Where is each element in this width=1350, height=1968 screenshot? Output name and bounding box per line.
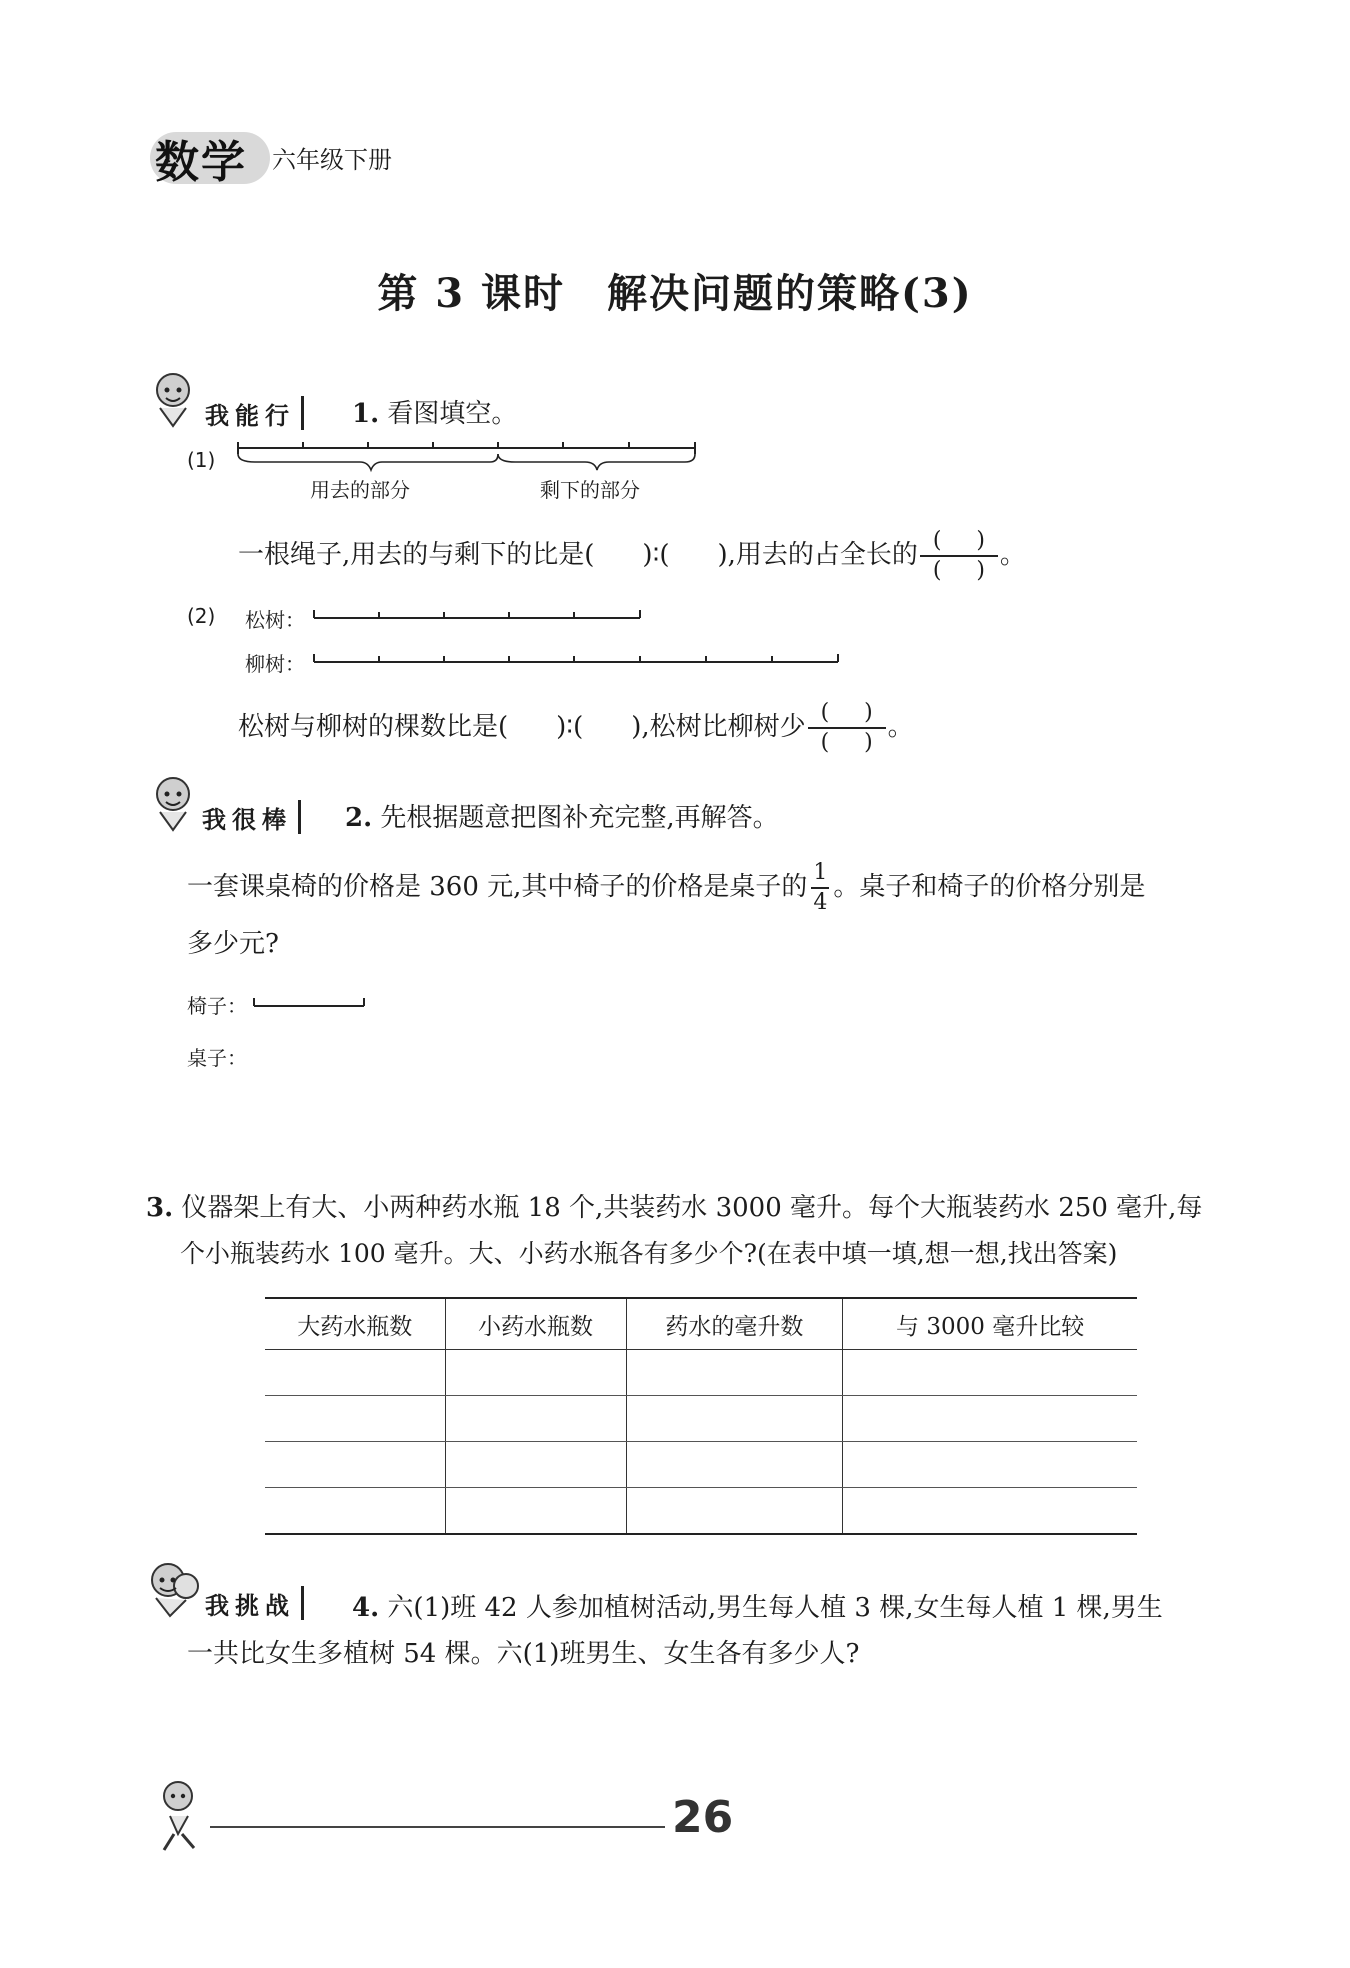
fraction-denominator-open: ( xyxy=(820,730,830,755)
badge-text: 我能行 xyxy=(205,401,295,430)
sentence-period: 。 xyxy=(999,540,1026,570)
question-number: 4. xyxy=(352,1593,380,1623)
question-4-line1 xyxy=(352,1590,1163,1626)
table-cell[interactable] xyxy=(843,1350,1137,1396)
badge-divider xyxy=(298,800,301,834)
sentence-text: 松树与柳树的棵数比是( xyxy=(238,712,509,742)
part-label-1: (1) xyxy=(187,448,216,472)
question-3-line2: 个小瓶装药水 100 毫升。大、小药水瓶各有多少个?(在表中填一填,想一想,找出答案) xyxy=(180,1239,1118,1268)
question-4-line2: 一共比女生多植树 54 棵。六(1)班男生、女生各有多少人? xyxy=(187,1639,860,1669)
lesson-title: 第 3 课时 解决问题的策略(3) xyxy=(377,270,973,317)
blank-fraction xyxy=(808,702,886,754)
table-cell[interactable] xyxy=(265,1488,445,1535)
fraction-denominator-open: ( xyxy=(932,558,942,583)
table-cell[interactable] xyxy=(265,1396,445,1442)
question-text: 看图填空。 xyxy=(387,399,518,429)
fraction-numerator-open: ( xyxy=(932,528,942,553)
table-header: 药水的毫升数 xyxy=(626,1298,843,1350)
table-cell[interactable] xyxy=(265,1442,445,1488)
fraction-numerator-open: ( xyxy=(820,700,830,725)
fraction-one-quarter xyxy=(809,862,831,914)
willow-label: 柳树： xyxy=(245,652,305,676)
question-3-line1 xyxy=(146,1190,1202,1226)
ratio-colon: )∶( xyxy=(642,540,670,570)
table-cell[interactable] xyxy=(626,1442,843,1488)
table-cell[interactable] xyxy=(626,1396,843,1442)
remaining-part-label: 剩下的部分 xyxy=(540,478,640,502)
bottle-table xyxy=(265,1297,1137,1535)
table-cell[interactable] xyxy=(626,1488,843,1535)
question-text: 先根据题意把图补充完整,再解答。 xyxy=(380,803,779,833)
table-cell[interactable] xyxy=(445,1442,626,1488)
fraction-denominator-close: ) xyxy=(976,558,985,583)
badge-divider xyxy=(301,1586,304,1620)
cartoon-kid-icon xyxy=(148,368,198,428)
table-cell[interactable] xyxy=(626,1350,843,1396)
cartoon-kids-icon xyxy=(146,1556,204,1620)
question-number: 1. xyxy=(352,399,380,429)
question-number: 2. xyxy=(345,803,373,833)
section-badge-1 xyxy=(205,392,304,434)
table-cell[interactable] xyxy=(445,1396,626,1442)
question-text: 仪器架上有大、小两种药水瓶 18 个,共装药水 3000 毫升。每个大瓶装药水 250 毫升,每 xyxy=(181,1193,1203,1223)
table-cell[interactable] xyxy=(843,1488,1137,1535)
chair-label: 椅子： xyxy=(187,994,247,1018)
willow-segment-bar xyxy=(312,648,852,668)
question-2-body xyxy=(187,862,1145,914)
sentence-text: ),松树比柳树少 xyxy=(631,712,806,742)
table-cell[interactable] xyxy=(265,1350,445,1396)
table-cell[interactable] xyxy=(843,1442,1137,1488)
table-header: 小药水瓶数 xyxy=(445,1298,626,1350)
table-cell[interactable] xyxy=(445,1488,626,1535)
question-2-body-cont: 多少元? xyxy=(187,929,279,959)
sentence-period: 。 xyxy=(887,712,914,742)
pine-segment-bar xyxy=(312,604,652,624)
sentence-text: 一根绳子,用去的与剩下的比是( xyxy=(238,540,595,570)
question-text: 六(1)班 42 人参加植树活动,男生每人植 3 棵,女生每人植 1 棵,男生 xyxy=(387,1593,1163,1623)
cartoon-kid-icon xyxy=(148,772,198,834)
footer-line xyxy=(210,1826,665,1828)
table-header-row xyxy=(265,1298,1137,1350)
badge-divider xyxy=(301,396,304,430)
question-2-heading xyxy=(345,800,779,836)
blank-fraction xyxy=(920,530,998,582)
running-kid-icon xyxy=(148,1776,210,1856)
table-cell[interactable] xyxy=(445,1350,626,1396)
ratio-colon: )∶( xyxy=(556,712,584,742)
section-badge-2 xyxy=(202,796,301,838)
desk-label: 桌子： xyxy=(187,1046,247,1070)
body-text: 。桌子和椅子的价格分别是 xyxy=(833,872,1146,902)
pine-label: 松树： xyxy=(245,608,305,632)
sentence-2 xyxy=(238,702,914,754)
chair-segment xyxy=(252,992,372,1012)
fraction-denominator-close: ) xyxy=(864,730,873,755)
page-number: 26 xyxy=(672,1792,734,1843)
question-number: 3. xyxy=(146,1193,174,1223)
part-label-2: (2) xyxy=(187,604,216,628)
sentence-1 xyxy=(238,530,1026,582)
subject-title: 数学 xyxy=(155,137,247,188)
table-header: 与 3000 毫升比较 xyxy=(843,1298,1137,1350)
used-part-label: 用去的部分 xyxy=(310,478,410,502)
table-cell[interactable] xyxy=(843,1396,1137,1442)
badge-text: 我挑战 xyxy=(205,1591,295,1620)
fraction-denominator: 4 xyxy=(813,890,828,915)
table-row xyxy=(265,1350,1137,1396)
table-row xyxy=(265,1442,1137,1488)
fraction-numerator: 1 xyxy=(813,860,828,885)
badge-text: 我很棒 xyxy=(202,805,292,834)
table-row xyxy=(265,1396,1137,1442)
table-header: 大药水瓶数 xyxy=(265,1298,445,1350)
table-row xyxy=(265,1488,1137,1535)
fraction-numerator-close: ) xyxy=(976,528,985,553)
body-text: 一套课桌椅的价格是 360 元,其中椅子的价格是桌子的 xyxy=(187,872,808,902)
question-1-heading xyxy=(352,396,517,432)
sentence-text: ),用去的占全长的 xyxy=(717,540,918,570)
section-badge-4 xyxy=(205,1582,304,1624)
grade-label: 六年级下册 xyxy=(272,146,392,174)
fraction-numerator-close: ) xyxy=(864,700,873,725)
